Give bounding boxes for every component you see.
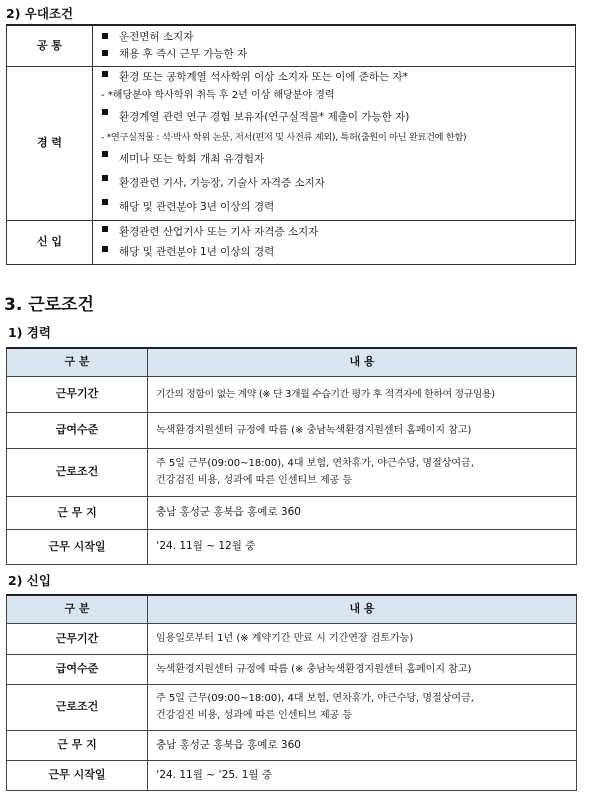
preference-row-newcomer	[7, 220, 576, 264]
bullet-item: 세미나 또는 학회 개최 유경험자	[93, 147, 575, 171]
row-value: 기간의 정함이 없는 계약 (※ 단 3개월 수습기간 평가 후 적격자에 한하여 정규임용)	[148, 376, 577, 412]
row-content	[93, 66, 576, 220]
row-label: 근무기간	[7, 376, 148, 412]
experienced-table	[6, 347, 577, 565]
row-content	[93, 220, 576, 264]
row-label: 근로조건	[7, 448, 148, 496]
table-row	[7, 760, 577, 790]
table-row	[7, 654, 577, 684]
bullet-item: 해당 및 관련분야 1년 이상의 경력	[93, 242, 575, 262]
row-content	[93, 25, 576, 66]
row-value: ‘24. 11월 ~ ‘25. 1월 중	[148, 760, 577, 790]
newcomer-table	[6, 594, 577, 791]
row-value: 주 5일 근무(09:00~18:00), 4대 보험, 연차휴가, 야근수당, 명절상여금, 건강검진 비용, 성과에 따른 인센티브 제공 등	[148, 684, 577, 730]
table-row	[7, 684, 577, 730]
row-label: 급여수준	[7, 654, 148, 684]
preference-table	[6, 24, 576, 265]
row-label: 근무 시작일	[7, 760, 148, 790]
row-label: 근 무 지	[7, 730, 148, 760]
row-value: 충남 홍성군 홍북읍 홍예로 360	[148, 496, 577, 529]
table-row	[7, 730, 577, 760]
preference-row-experienced	[7, 66, 576, 220]
row-label: 급여수준	[7, 412, 148, 448]
row-label: 근무 시작일	[7, 529, 148, 564]
row-value: ‘24. 11월 ~ 12월 중	[148, 529, 577, 564]
preference-heading: 2) 우대조건	[6, 6, 74, 21]
bullet-item: 환경관련 기사, 기능장, 기술사 자격증 소지자	[93, 171, 575, 195]
row-label: 경 력	[7, 66, 93, 220]
newcomer-heading: 2) 신입	[8, 573, 51, 588]
table-header	[7, 348, 577, 376]
experienced-heading: 1) 경력	[8, 325, 51, 340]
table-row	[7, 448, 577, 496]
header-content: 내 용	[148, 595, 577, 623]
row-value: 충남 홍성군 홍북읍 홍예로 360	[148, 730, 577, 760]
table-row	[7, 412, 577, 448]
bullet-item: 환경 또는 공학계열 석사학위 이상 소지자 또는 이에 준하는 자*	[93, 67, 575, 87]
row-label: 공 통	[7, 25, 93, 66]
row-value: 임용일로부터 1년 (※ 계약기간 만료 시 기간연장 검토가능)	[148, 623, 577, 654]
row-value: 주 5일 근무(09:00~18:00), 4대 보험, 연차휴가, 야근수당, 명절상여금, 건강검진 비용, 성과에 따른 인센티브 제공 등	[148, 448, 577, 496]
row-label: 근로조건	[7, 684, 148, 730]
preference-row-common	[7, 25, 576, 66]
bullet-item: 환경계열 관련 연구 경험 보유자(연구실적물* 제출이 가능한 자)	[93, 105, 575, 129]
table-header	[7, 595, 577, 623]
row-label: 근 무 지	[7, 496, 148, 529]
header-category: 구 분	[7, 595, 148, 623]
table-row	[7, 623, 577, 654]
bullet-item: 운전면허 소지자	[93, 29, 575, 46]
sub-note: - *해당분야 학사학위 취득 후 2년 이상 해당분야 경력	[101, 90, 335, 101]
table-row	[7, 529, 577, 564]
row-label: 근무기간	[7, 623, 148, 654]
header-category: 구 분	[7, 348, 148, 376]
row-value: 녹색환경지원센터 규정에 따름 (※ 충남녹색환경지원센터 홈페이지 참고)	[148, 412, 577, 448]
row-label: 신 입	[7, 220, 93, 264]
bullet-item: 해당 및 관련분야 3년 이상의 경력	[93, 195, 575, 219]
bullet-item: 환경관련 산업기사 또는 기사 자격증 소지자	[93, 222, 575, 242]
row-value: 녹색환경지원센터 규정에 따름 (※ 충남녹색환경지원센터 홈페이지 참고)	[148, 654, 577, 684]
table-row	[7, 496, 577, 529]
bullet-item: 채용 후 즉시 근무 가능한 자	[93, 46, 575, 63]
header-content: 내 용	[148, 348, 577, 376]
table-row	[7, 376, 577, 412]
section-title: 3. 근로조건	[4, 295, 94, 315]
sub-note: - *연구실적물 : 석·박사 학위 논문, 저서(편저 및 사전류 제외), 특허(출원이 아닌 완료건에 한함)	[101, 132, 467, 143]
